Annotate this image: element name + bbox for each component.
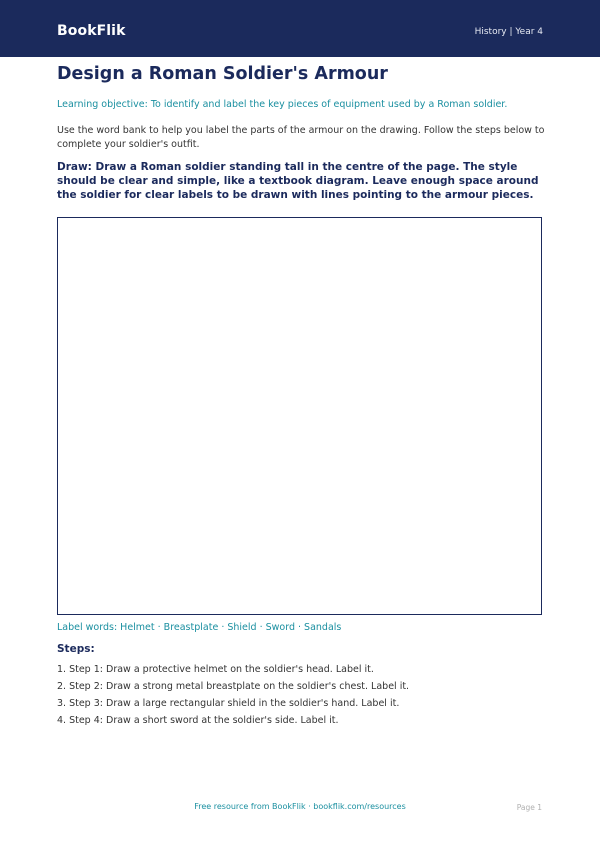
learning-objective: Learning objective: To identify and label the key pieces of equipment used by a Roman soldier. <box>57 99 508 110</box>
word-bank: Label words: Helmet · Breastplate · Shield · Sword · Sandals <box>57 622 342 633</box>
drawing-area[interactable] <box>57 217 542 615</box>
brand-logo[interactable]: BookFlik <box>57 23 126 39</box>
page-header <box>0 0 600 57</box>
page-title: Design a Roman Soldier's Armour <box>57 64 388 84</box>
steps-list <box>57 661 409 729</box>
instructions-text: Use the word bank to help you label the parts of the armour on the drawing. Follow the steps below to complete your soldier's outfit. <box>57 125 545 150</box>
subject-year-label: History | Year 4 <box>474 27 543 37</box>
steps-heading: Steps: <box>57 643 95 655</box>
step-item: 1. Step 1: Draw a protective helmet on the soldier's head. Label it. <box>57 664 374 675</box>
step-item: 2. Step 2: Draw a strong metal breastplate on the soldier's chest. Label it. <box>57 681 410 692</box>
draw-prompt: Draw: Draw a Roman soldier standing tall in the centre of the page. The style should be clear and simple, like a textbook diagram. Leave enough space around the soldier for clear labels to be drawn with lines pointing to the armour pieces. <box>57 161 539 201</box>
footer-resource-link[interactable]: Free resource from BookFlik · bookflik.com/resources <box>194 802 406 811</box>
step-item: 4. Step 4: Draw a short sword at the soldier's side. Label it. <box>57 715 339 726</box>
step-item: 3. Step 3: Draw a large rectangular shield in the soldier's hand. Label it. <box>57 698 400 709</box>
page-number: Page 1 <box>516 803 542 812</box>
